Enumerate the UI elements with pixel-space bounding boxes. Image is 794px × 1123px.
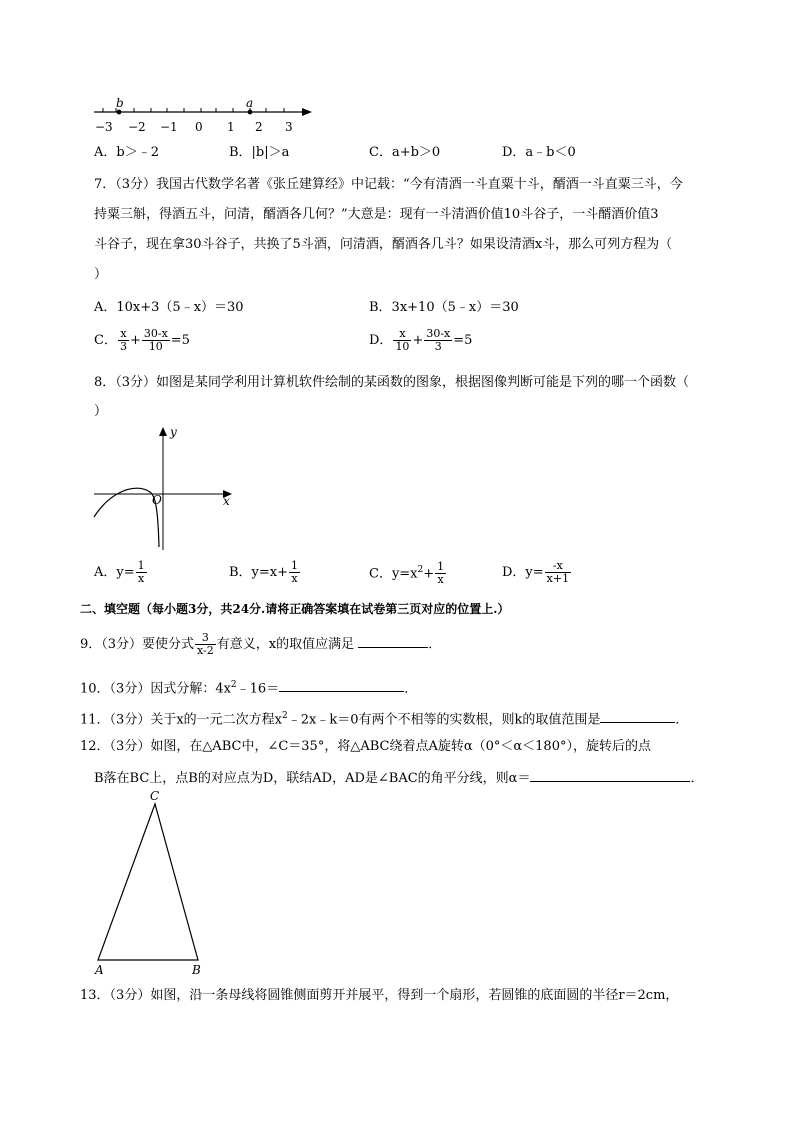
q12-answer-blank[interactable]	[530, 767, 690, 782]
numerator: 30-x	[143, 327, 168, 340]
denominator: x	[138, 572, 145, 585]
plus-sign: +	[129, 333, 141, 348]
tick-label: 2	[255, 120, 263, 134]
q8-text-line: ）	[94, 404, 108, 419]
q9-prefix: 9．（3分）要使分式	[80, 637, 195, 652]
numerator: 30-x	[426, 327, 451, 340]
numerator: 3	[195, 632, 216, 645]
superscript: 2	[281, 711, 288, 721]
number-line-arrow	[302, 108, 312, 116]
q7-option-d[interactable]	[369, 328, 472, 353]
numerator: 1	[291, 559, 299, 572]
denominator: 10	[395, 340, 410, 353]
denominator: 10	[148, 340, 163, 353]
q11-prefix: 11．（3分）关于x的一元二次方程x	[80, 712, 282, 728]
q11-line	[80, 706, 688, 730]
numerator: 1	[437, 560, 445, 574]
option-label: C．	[94, 333, 117, 348]
tick-label: 0	[195, 120, 203, 134]
q8-text-line: 8．（3分）如图是某同学利用计算机软件绘制的某函数的图象，根据图像判断可能是下列的哪一个函数（	[94, 375, 690, 390]
q7-option-b[interactable]: B．3x+10（5﹣x）＝30	[369, 300, 519, 315]
q9-line	[80, 632, 441, 657]
superscript: 2	[417, 565, 424, 575]
tick-label: −3	[95, 120, 113, 134]
q9-suffix: 有意义，x的取值应满足	[216, 637, 355, 652]
tick-label: 1	[227, 120, 235, 134]
triangle-abc	[98, 804, 198, 960]
q9-answer-blank[interactable]	[358, 633, 428, 648]
point-b-label: b	[116, 96, 124, 110]
tick-label: −2	[128, 120, 146, 134]
denominator: x	[291, 572, 298, 585]
numerator: x	[118, 328, 129, 341]
period: ．	[404, 681, 418, 697]
point-a-dot	[248, 110, 253, 115]
q7-text-line: ）	[94, 267, 108, 282]
q12-line2	[94, 767, 703, 789]
denominator: x+1	[546, 572, 570, 585]
q7-text-line: 斗谷子，现在拿30斗谷子，共换了5斗酒，问清酒，醑酒各几斗？如果设清酒x斗，那么可列方程为（	[94, 237, 673, 252]
fraction	[142, 328, 170, 353]
superscript: 2	[230, 680, 237, 690]
plus-sign: +	[412, 333, 424, 348]
q8-option-d[interactable]	[502, 560, 572, 585]
fraction	[136, 560, 147, 585]
period: ．	[675, 712, 689, 728]
q8-option-c[interactable]	[369, 560, 447, 586]
vertex-a-label: A	[95, 963, 104, 977]
point-a-label: a	[246, 96, 254, 110]
denominator: 3	[434, 340, 442, 353]
q12-text: B落在BC上，点B的对应点为D，联结AD，AD是∠BAC的角平分线，则α＝	[94, 771, 531, 786]
graph-origin-label: O	[152, 493, 162, 507]
q7-option-c[interactable]	[94, 328, 190, 353]
q6-option-c[interactable]: C．a+b＞0	[369, 145, 441, 160]
function-graph-figure	[90, 422, 240, 552]
equals-value: =5	[170, 333, 190, 348]
q11-answer-blank[interactable]	[600, 708, 675, 723]
graph-y-label: y	[170, 425, 177, 439]
q8-option-b[interactable]	[229, 560, 301, 585]
q10-answer-blank[interactable]	[279, 677, 404, 692]
q10-line	[80, 675, 417, 699]
point-b-dot	[117, 110, 122, 115]
option-label: C．y=x	[369, 566, 418, 582]
y-axis-arrow	[159, 427, 167, 436]
denominator: x-2	[197, 644, 214, 657]
fraction	[195, 632, 216, 657]
period: ．	[428, 637, 442, 652]
graph-x-label: x	[223, 494, 230, 508]
option-label: D．y=	[502, 565, 544, 580]
function-curve	[94, 488, 159, 547]
numerator: -x	[545, 560, 571, 573]
q7-text-line: 7．（3分）我国古代数学名著《张丘建算经》中记载：“今有清酒一斗直粟十斗，醑酒一斗直粟三斗，今	[94, 177, 683, 192]
denominator: 3	[119, 340, 127, 353]
section-title: 二、填空题（每小题3分，共24分.请将正确答案填在试卷第三页对应的位置上.）	[80, 602, 510, 616]
q7-option-a[interactable]: A．10x+3（5﹣x）＝30	[94, 300, 244, 315]
option-label: B．y=x+	[229, 565, 289, 580]
q6-option-d[interactable]: D．a﹣b＜0	[502, 145, 576, 160]
vertex-b-label: B	[192, 963, 201, 977]
denominator: x	[437, 573, 444, 587]
fraction	[545, 560, 571, 585]
q6-option-a[interactable]: A．b＞﹣2	[94, 145, 159, 160]
fraction	[289, 560, 300, 585]
q10-prefix: 10．（3分）因式分解：4x	[80, 681, 231, 697]
tick-label: −1	[160, 120, 178, 134]
fraction	[435, 561, 446, 586]
option-label: D．	[369, 333, 393, 348]
fraction	[424, 328, 452, 353]
period: ．	[690, 771, 704, 786]
numerator: 1	[137, 559, 145, 572]
equals-value: =5	[453, 333, 473, 348]
vertex-c-label: C	[150, 789, 160, 803]
q11-mid: ﹣2x﹣k＝0有两个不相等的实数根，则k的取值范围是	[287, 712, 601, 728]
numerator: x	[393, 328, 411, 341]
triangle-figure	[92, 800, 212, 970]
fraction	[393, 328, 411, 353]
q13-text-line: 13．（3分）如图，沿一条母线将圆锥侧面剪开并展平，得到一个扇形，若圆锥的底面圆的半径r＝2cm，	[80, 988, 679, 1003]
q10-mid: ﹣16＝	[236, 681, 280, 697]
fraction	[118, 328, 129, 353]
q6-option-b[interactable]: B．|b|＞a	[229, 145, 290, 160]
plus-sign: +	[423, 566, 435, 582]
tick-label: 3	[285, 120, 293, 134]
q12-text-line: 12．（3分）如图，在△ABC中，∠C＝35°，将△ABC绕着点A旋转α（0°＜α＜180°），旋转后的点	[80, 739, 651, 754]
q8-option-a[interactable]	[94, 560, 148, 585]
q7-text-line: 持粟三斛，得酒五斗，问清，醑酒各几何？”大意是：现有一斗清酒价值10斗谷子，一斗醑酒价值3	[94, 207, 659, 222]
option-label: A．y=	[94, 565, 135, 580]
